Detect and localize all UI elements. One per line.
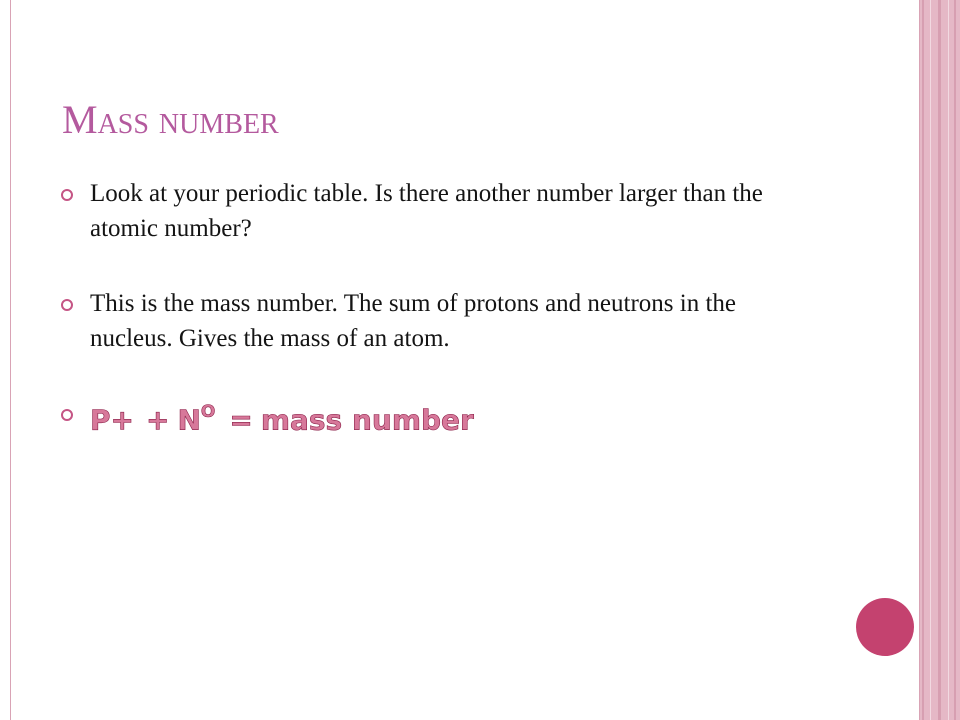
bullet-item (60, 286, 780, 356)
formula-result: mass number (260, 403, 474, 437)
slide-title: Mass number (62, 97, 279, 142)
formula-neutron: N (177, 403, 201, 437)
accent-circle (856, 598, 914, 656)
bullet-list (60, 176, 780, 438)
formula-neutron-superscript: O (200, 402, 216, 422)
bullet-marker-icon (61, 189, 73, 201)
formula-proton: P+ (90, 403, 134, 437)
formula-bullet (60, 396, 780, 438)
stripe (954, 0, 956, 720)
formula-equals: = (229, 403, 253, 437)
bullet-item (60, 176, 780, 246)
stripe (922, 0, 924, 720)
stripe (948, 0, 949, 720)
bullet-text: This is the mass number. The sum of protons and neutrons in the nucleus. Gives the mass of an atom. (90, 290, 736, 352)
bullet-marker-icon (61, 299, 73, 311)
stripe (930, 0, 931, 720)
formula-plus: + (145, 403, 170, 437)
bullet-marker-icon (61, 409, 73, 421)
bullet-text: Look at your periodic table. Is there another number larger than the atomic number? (90, 180, 763, 242)
decorative-side-stripes (920, 0, 960, 720)
stripe (938, 0, 941, 720)
